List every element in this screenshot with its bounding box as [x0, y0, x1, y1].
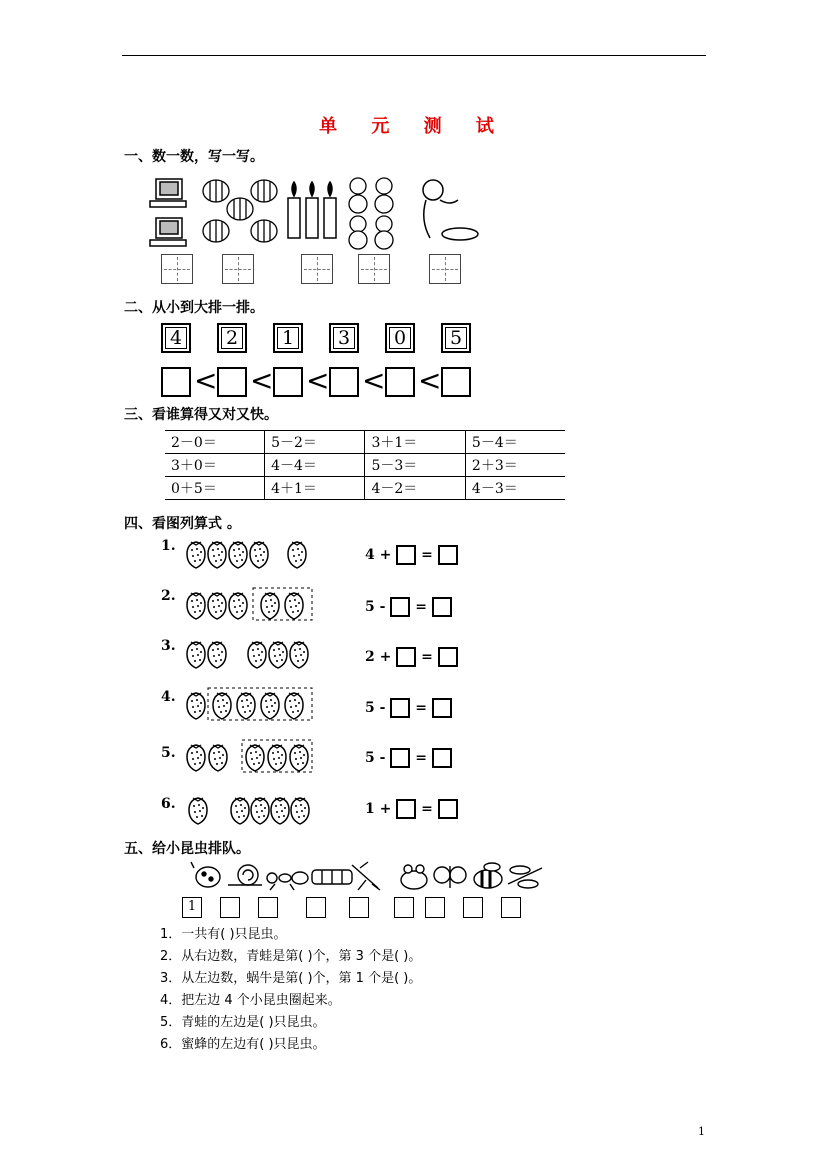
monkey-icon: [423, 180, 478, 240]
page-title: 单 元 测 试: [319, 116, 508, 137]
question-list: [160, 924, 421, 1056]
section-5-heading: 五、给小昆虫排队。: [124, 841, 250, 857]
candle-icon: [288, 182, 336, 238]
calc-cell[interactable]: 4－4＝: [265, 454, 365, 477]
answer-box[interactable]: [390, 748, 410, 768]
order-box[interactable]: [258, 897, 278, 918]
number-card: 2: [217, 323, 247, 353]
question-number: 1.: [161, 538, 176, 554]
strawberry-icon: [290, 642, 308, 668]
order-box[interactable]: [463, 897, 483, 918]
list-item: 1．一共有( )只昆虫。: [160, 927, 287, 942]
strawberry-icon: [269, 642, 287, 668]
answer-box[interactable]: [396, 545, 416, 565]
calc-cell[interactable]: 3＋1＝: [365, 431, 465, 454]
order-box-5[interactable]: [385, 367, 415, 397]
calc-cell[interactable]: 5－3＝: [365, 454, 465, 477]
strawberry-icon: [271, 798, 289, 824]
section-4-heading: 四、看图列算式 。: [124, 516, 241, 532]
order-box-3[interactable]: [273, 367, 303, 397]
question-number: 5.: [161, 745, 176, 761]
strawberry-icon: [187, 745, 205, 771]
counting-pictures: [148, 176, 478, 256]
caterpillar-icon: [312, 870, 352, 884]
list-item: 6．蜜蜂的左边有( )只昆虫。: [160, 1037, 326, 1052]
calc-cell[interactable]: 2－0＝: [165, 431, 265, 454]
answer-box[interactable]: [390, 698, 410, 718]
bee-icon: [474, 863, 502, 888]
calc-cell[interactable]: 4＋1＝: [265, 477, 365, 500]
calc-cell[interactable]: 0＋5＝: [165, 477, 265, 500]
calc-table: [165, 430, 565, 500]
bear-icon: [349, 178, 393, 249]
answer-box[interactable]: [438, 545, 458, 565]
strawberry-icon: [187, 693, 205, 719]
table-row: [165, 477, 565, 500]
less-than-sign: <: [306, 364, 330, 397]
strawberry-icon: [288, 542, 306, 568]
strawberry-icon: [285, 593, 303, 619]
strawberry-icon: [208, 642, 226, 668]
equals-sign: =: [415, 750, 427, 766]
strawberry-icon: [187, 642, 205, 668]
number-card: 1: [273, 323, 303, 353]
strawberry-icon: [248, 642, 266, 668]
ladybug-icon: [191, 862, 220, 887]
answer-box[interactable]: [396, 647, 416, 667]
computer-icon: [150, 179, 186, 246]
number-card: 3: [329, 323, 359, 353]
table-row: [165, 431, 565, 454]
frog-icon: [401, 865, 427, 889]
strawberry-icon: [250, 542, 268, 568]
strawberry-icon: [290, 745, 308, 771]
list-item: 2．从右边数，青蛙是第( )个，第 3 个是( )。: [160, 949, 422, 964]
order-box[interactable]: [394, 897, 414, 918]
strawberry-group: [186, 638, 316, 670]
calc-cell[interactable]: 2＋3＝: [465, 454, 565, 477]
question-number: 4.: [161, 689, 176, 705]
answer-box[interactable]: [438, 799, 458, 819]
order-box-2[interactable]: [217, 367, 247, 397]
strawberry-icon: [261, 593, 279, 619]
number-card: 0: [385, 323, 415, 353]
strawberry-icon: [268, 745, 286, 771]
answer-box[interactable]: [438, 647, 458, 667]
strawberry-icon: [187, 542, 205, 568]
mantis-icon: [352, 862, 380, 890]
section-1-heading: 一、数一数，写一写。: [124, 149, 264, 165]
less-than-sign: <: [362, 364, 386, 397]
equation-operand: 1 +: [365, 801, 392, 817]
strawberry-group: [186, 740, 316, 774]
equation-operand: 5 -: [365, 750, 386, 766]
order-box[interactable]: [501, 897, 521, 918]
answer-grid-3[interactable]: [301, 254, 333, 284]
order-box[interactable]: [220, 897, 240, 918]
order-box-1[interactable]: [161, 367, 191, 397]
strawberry-icon: [291, 798, 309, 824]
calc-cell[interactable]: 4－3＝: [465, 477, 565, 500]
number-card: 4: [161, 323, 191, 353]
dragonfly-icon: [508, 866, 542, 888]
equals-sign: =: [421, 801, 433, 817]
header-rule: [122, 55, 706, 56]
question-number: 2.: [161, 588, 176, 604]
answer-box[interactable]: [432, 597, 452, 617]
strawberry-icon: [231, 798, 249, 824]
strawberry-group: [186, 794, 316, 826]
list-item: 5．青蛙的左边是( )只昆虫。: [160, 1015, 326, 1030]
calc-cell[interactable]: 3＋0＝: [165, 454, 265, 477]
answer-box[interactable]: [396, 799, 416, 819]
equation-operand: 4 +: [365, 547, 392, 563]
butterfly-icon: [434, 866, 466, 888]
order-box-1[interactable]: 1: [182, 897, 202, 918]
strawberry-icon: [237, 693, 255, 719]
equals-sign: =: [415, 599, 427, 615]
less-than-sign: <: [194, 364, 218, 397]
strawberry-icon: [285, 693, 303, 719]
equals-sign: =: [421, 649, 433, 665]
strawberry-group: [186, 538, 316, 570]
answer-grid-1[interactable]: [161, 254, 193, 284]
section-2-heading: 二、从小到大排一排。: [124, 300, 264, 316]
section-3-heading: 三、看谁算得又对又快。: [124, 407, 278, 423]
less-than-sign: <: [250, 364, 274, 397]
strawberry-icon: [189, 798, 207, 824]
order-box[interactable]: [425, 897, 445, 918]
answer-box[interactable]: [390, 597, 410, 617]
equation-operand: 5 -: [365, 599, 386, 615]
equals-sign: =: [415, 700, 427, 716]
insect-row: [190, 860, 550, 894]
strawberry-group: [186, 588, 316, 622]
question-number: 6.: [161, 796, 176, 812]
number-card: 5: [441, 323, 471, 353]
strawberry-icon: [229, 593, 247, 619]
equals-sign: =: [421, 547, 433, 563]
question-number: 3.: [161, 638, 176, 654]
order-box[interactable]: [306, 897, 326, 918]
strawberry-icon: [261, 693, 279, 719]
snail-icon: [228, 865, 262, 885]
list-item: 3．从左边数，蜗牛是第( )个，第 1 个是( )。: [160, 971, 422, 986]
calc-cell[interactable]: 4－2＝: [365, 477, 465, 500]
strawberry-icon: [229, 542, 247, 568]
equation-operand: 5 -: [365, 700, 386, 716]
order-box[interactable]: [349, 897, 369, 918]
less-than-sign: <: [418, 364, 442, 397]
page-number: 1: [698, 1125, 705, 1138]
answer-grid-4[interactable]: [358, 254, 390, 284]
list-item: 4．把左边 4 个小昆虫圈起来。: [160, 993, 341, 1008]
order-box-4[interactable]: [329, 367, 359, 397]
strawberry-icon: [213, 693, 231, 719]
strawberry-icon: [251, 798, 269, 824]
strawberry-group: [186, 688, 316, 722]
ant-icon: [267, 872, 308, 890]
calc-cell[interactable]: 5－4＝: [465, 431, 565, 454]
strawberry-icon: [187, 593, 205, 619]
order-box-6[interactable]: [441, 367, 471, 397]
answer-grid-2[interactable]: [222, 254, 254, 284]
calc-cell[interactable]: 5－2＝: [265, 431, 365, 454]
answer-box[interactable]: [432, 698, 452, 718]
table-row: [165, 454, 565, 477]
strawberry-icon: [246, 745, 264, 771]
equation-operand: 2 +: [365, 649, 392, 665]
strawberry-icon: [209, 745, 227, 771]
strawberry-icon: [208, 593, 226, 619]
lantern-icon: [203, 180, 277, 242]
answer-box[interactable]: [432, 748, 452, 768]
answer-grid-5[interactable]: [429, 254, 461, 284]
strawberry-icon: [208, 542, 226, 568]
